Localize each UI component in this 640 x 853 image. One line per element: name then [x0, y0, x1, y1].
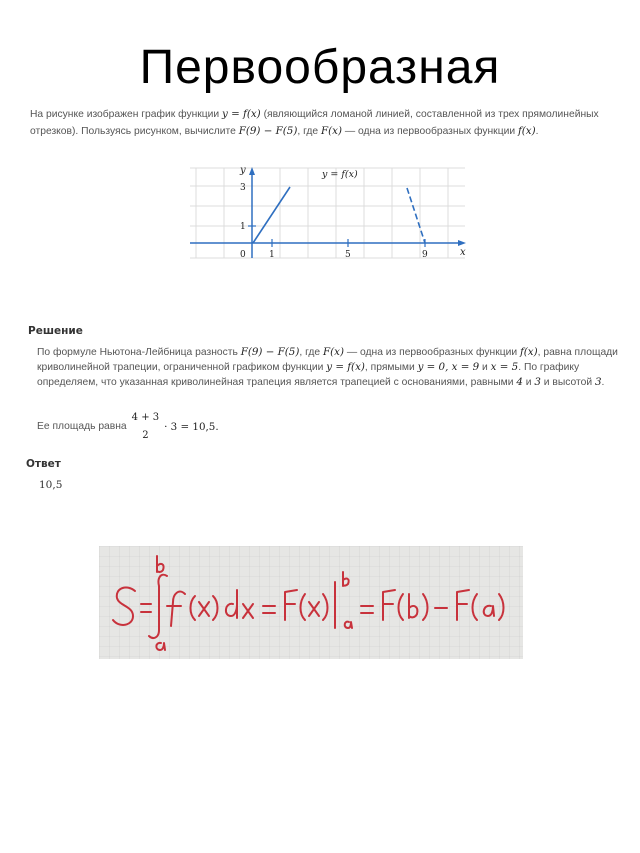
problem-statement: [30, 106, 615, 140]
math-fragment: y = f(x): [326, 361, 365, 373]
solution-fragment: По формуле Ньютона-Лейбница разность: [37, 347, 241, 358]
problem-text: — одна из первообразных функции: [341, 126, 518, 137]
math-fragment: 4: [516, 376, 523, 388]
math-fx: y = f(x): [222, 108, 261, 120]
fraction: [130, 412, 161, 441]
solution-fragment: .: [601, 377, 605, 388]
solution-fragment: и: [522, 377, 535, 388]
y-axis-label: y: [240, 165, 246, 176]
graph-grid: [190, 168, 465, 258]
math-fragment: f(x): [519, 346, 538, 358]
fraction-denominator: 2: [142, 430, 149, 441]
x-axis-arrow: [458, 240, 466, 246]
problem-text: На рисунке изображен график функции: [30, 109, 223, 120]
x-tick-label: 1: [269, 250, 275, 260]
solution-fragment: — одна из первообразных функции: [343, 347, 520, 358]
math-fragment: y = 0, x = 9: [417, 361, 480, 373]
area-result: · 3 = 10,5.: [164, 420, 219, 433]
x-tick-label: 5: [345, 250, 351, 260]
origin-label: 0: [240, 250, 246, 260]
area-text: Ее площадь равна: [37, 421, 127, 432]
math-fragment: x = 5: [490, 361, 519, 373]
solution-fragment: и: [479, 362, 491, 373]
function-label: y = f(x): [322, 169, 358, 180]
math-fragment: F(9) − F(5): [240, 346, 300, 358]
solution-fragment: , где: [299, 347, 323, 358]
y-tick-label: 3: [240, 183, 246, 193]
solution-fragment: , равна площади криволинейной трапеции, ограниченной графиком функции: [37, 347, 618, 373]
answer-heading: Ответ: [26, 458, 61, 470]
solution-fragment: , прямыми: [364, 362, 418, 373]
function-graph: [190, 160, 470, 260]
page-title: Первообразная: [139, 41, 501, 94]
graph-segment: [407, 188, 425, 243]
x-tick-label: 9: [422, 250, 428, 260]
solution-text: [37, 345, 622, 390]
math-fragment: 3: [594, 376, 602, 388]
problem-text: , где: [297, 126, 321, 137]
paper-grid: [99, 546, 523, 659]
fraction-numerator: 4 + 3: [131, 412, 160, 423]
solution-fragment: и высотой: [540, 377, 595, 388]
answer-value: 10,5: [39, 479, 63, 491]
x-axis-label: x: [460, 247, 466, 258]
problem-text: (являющийся ломаной линией, составленной из трех прямолинейных отрезков). Пользуясь рисунком, вычислите: [30, 109, 599, 137]
math-fragment: F(x): [322, 346, 344, 358]
math-expression: F(9) − F(5): [238, 125, 298, 137]
solution-heading: Решение: [28, 325, 83, 337]
math-fragment: 3: [534, 376, 541, 388]
problem-text: .: [535, 126, 539, 137]
solution-fragment: . По графику определяем, что указанная криволинейная трапеция является трапецией с основаниями, равными: [37, 362, 580, 388]
graph-segment: [253, 187, 290, 243]
math-Fx: F(x): [320, 125, 342, 137]
math-fx: f(x): [517, 125, 536, 137]
area-formula: [37, 412, 219, 441]
handwritten-formula-photo: [99, 546, 523, 659]
y-tick-label: 1: [240, 222, 246, 232]
